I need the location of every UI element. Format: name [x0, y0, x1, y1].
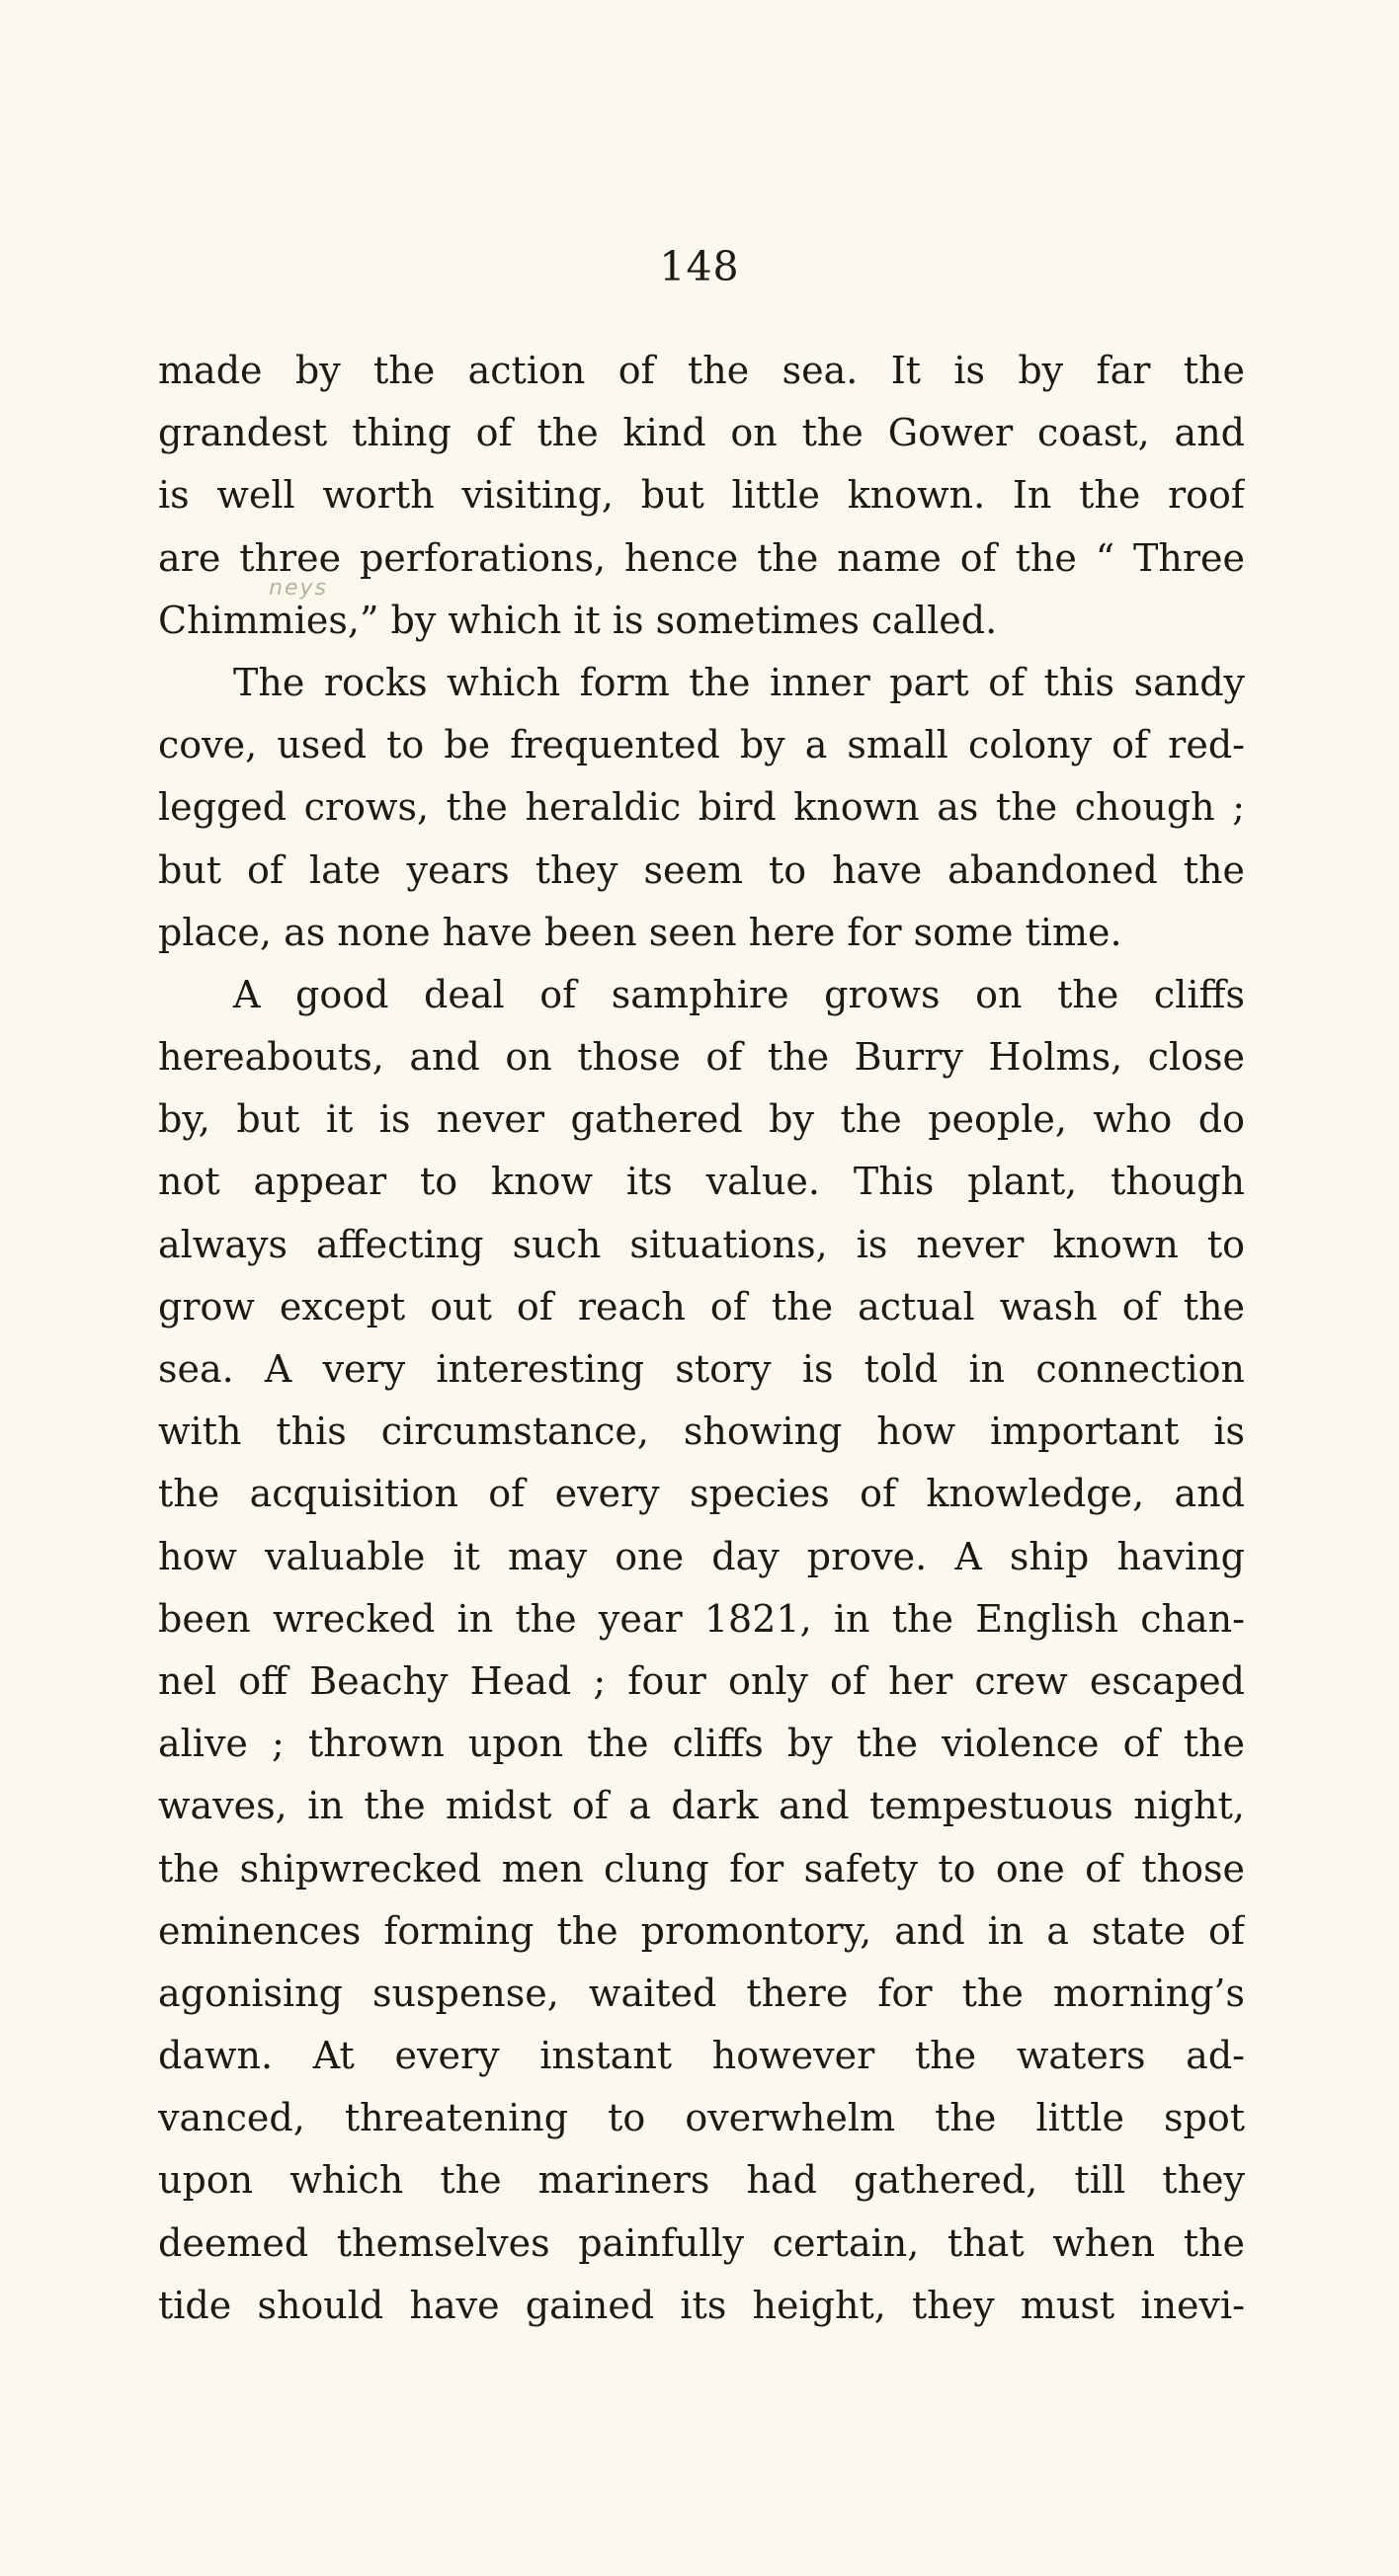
text-line: tide should have gained its height, they must inevi- — [158, 2283, 1245, 2327]
text-line: place, as none have been seen here for some time. — [158, 910, 1122, 954]
text-line: been wrecked in the year 1821, in the English chan- — [158, 1596, 1245, 1641]
text-line: waves, in the midst of a dark and tempestuous night, — [158, 1784, 1245, 1828]
text-line: grandest thing of the kind on the Gower coast, and — [158, 411, 1245, 455]
text-line: always affecting such situations, is never known to — [158, 1222, 1245, 1266]
text-line: alive ; thrown upon the cliffs by the violence of the — [158, 1722, 1245, 1766]
text-line: but of late years they seem to have abandoned the — [158, 847, 1245, 892]
text-line: not appear to know its value. This plant, though — [158, 1160, 1245, 1204]
text-line: cove, used to be frequented by a small colony of red- — [158, 723, 1245, 767]
text-line: with this circumstance, showing how important is — [158, 1409, 1245, 1454]
handwritten-annotation: neys — [269, 576, 328, 601]
text-line: is well worth visiting, but little known. In the roof — [158, 473, 1245, 518]
text-line: the shipwrecked men clung for safety to one of those — [158, 1846, 1245, 1891]
text-line: nel off Beachy Head ; four only of her crew escaped — [158, 1658, 1245, 1703]
text-line: upon which the mariners had gathered, till they — [158, 2158, 1245, 2203]
text-line: how valuable it may one day prove. A ship having — [158, 1534, 1245, 1578]
text-line: by, but it is never gathered by the people, who do — [158, 1097, 1245, 1142]
text-line: deemed themselves painfully certain, that when the — [158, 2220, 1245, 2265]
body-text — [158, 340, 1245, 2337]
text-line: vanced, threatening to overwhelm the little spot — [158, 2096, 1245, 2140]
text-line: agonising suspense, waited there for the morning’s — [158, 1971, 1245, 2015]
text-line: grow except out of reach of the actual wash of the — [158, 1284, 1245, 1328]
text-line: hereabouts, and on those of the Burry Holms, close — [158, 1035, 1245, 1080]
text-line: The rocks which form the inner part of this sandy — [233, 660, 1245, 704]
text-line: are three perforations, hence the name of the “ Three — [158, 535, 1245, 580]
text-line: A good deal of samphire grows on the cliffs — [233, 972, 1245, 1016]
text-line: dawn. At every instant however the waters ad- — [158, 2034, 1245, 2078]
page-number: 148 — [659, 243, 740, 290]
text-line: eminences forming the promontory, and in a state of — [158, 1908, 1245, 1953]
text-line: made by the action of the sea. It is by far the — [158, 349, 1245, 392]
text-line: the acquisition of every species of knowledge, and — [158, 1472, 1245, 1516]
text-line: legged crows, the heraldic bird known as the chough ; — [158, 785, 1245, 830]
text-line: Chimmies,” by which it is sometimes called. — [158, 598, 998, 642]
text-line: sea. A very interesting story is told in connection — [158, 1347, 1245, 1391]
